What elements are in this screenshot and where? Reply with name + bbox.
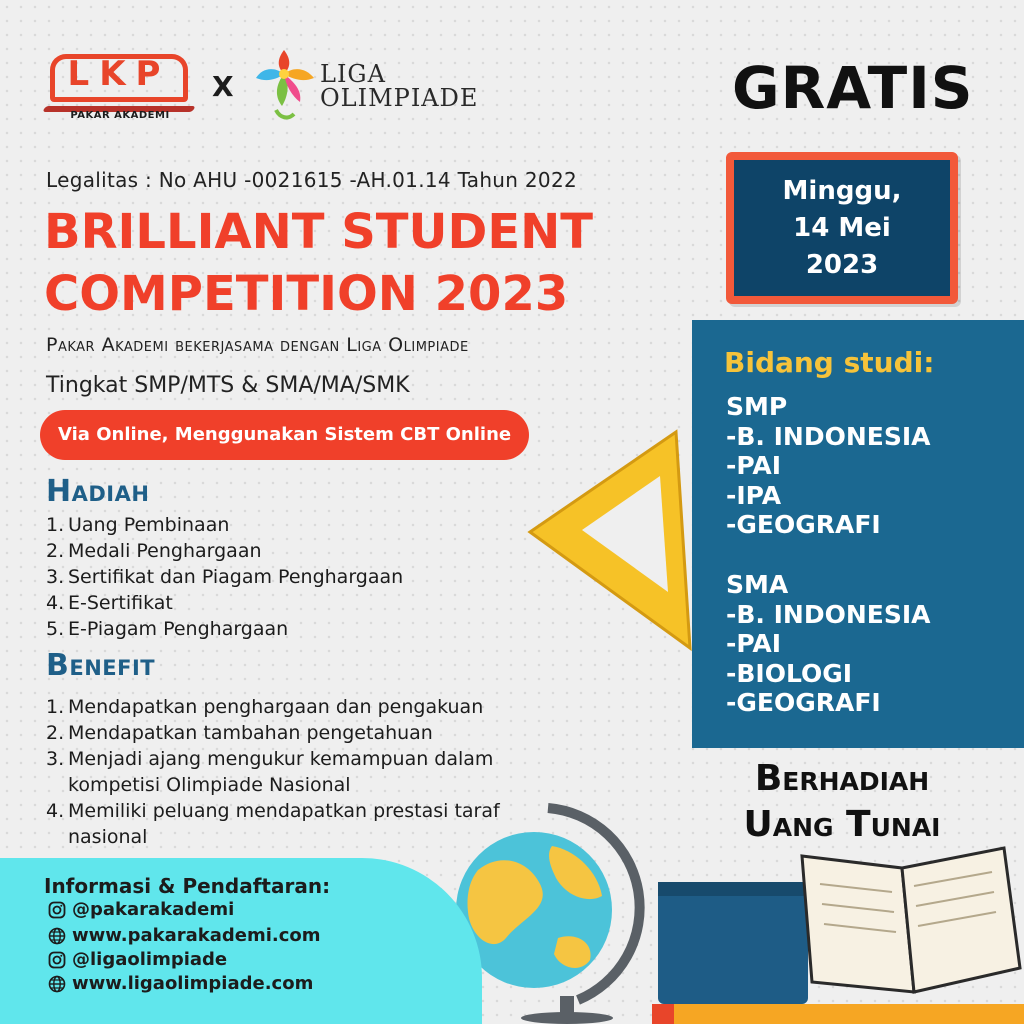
subject-item: -GEOGRAFI (726, 510, 881, 540)
cash-prize-line2: Uang Tunai (743, 804, 941, 845)
cash-prize-banner (704, 756, 980, 848)
liga-wordmark-line2: OLIMPIADE (320, 84, 479, 112)
open-book-left-page (802, 856, 914, 992)
liga-wordmark-line1: LIGA (320, 60, 386, 88)
subject-item: -IPA (726, 480, 782, 510)
list-item (46, 512, 403, 538)
list-item (46, 616, 403, 642)
list-item-text: Mendapatkan tambahan pengetahuan (68, 722, 433, 744)
list-item-text: Medali Penghargaan (68, 540, 262, 562)
list-item-text: Uang Pembinaan (68, 514, 230, 536)
event-title-line2: COMPETITION 2023 (44, 266, 569, 322)
pencil-eraser (652, 1004, 674, 1024)
legal-registration-text: Legalitas : No AHU -0021615 -AH.01.14 Tahun 2022 (46, 168, 578, 192)
list-item-text: Sertifikat dan Piagam Penghargaan (68, 566, 404, 588)
contact-instagram-pakarakademi[interactable] (48, 899, 234, 920)
books-illustration (652, 842, 1024, 1024)
set-square-illustration (526, 412, 696, 652)
open-book-right-page (902, 848, 1020, 992)
lkp-logo-letters: LKP (67, 54, 171, 94)
subject-item: -PAI (726, 451, 782, 481)
list-item-number: 2. (46, 722, 65, 744)
list-item-number: 4. (46, 800, 65, 822)
instagram-icon (48, 951, 66, 969)
blue-book-edge (658, 882, 808, 896)
contact-text: @pakarakademi (72, 899, 235, 920)
lkp-logo-subtitle: PAKAR AKADEMI (70, 110, 170, 121)
contact-instagram-ligaolimpiade[interactable] (48, 949, 227, 970)
liga-olimpiade-logo (248, 44, 498, 126)
smp-label: SMP (726, 392, 788, 421)
online-mode-badge: Via Online, Menggunakan Sistem CBT Online (40, 410, 529, 460)
subject-item: -PAI (726, 629, 782, 659)
event-date-daymonth: 14 Mei (793, 212, 891, 243)
sma-label: SMA (726, 570, 789, 599)
list-item (46, 590, 403, 616)
list-item-number: 1. (46, 696, 65, 718)
contact-text: www.ligaolimpiade.com (72, 973, 314, 994)
cash-prize-line1: Berhadiah (754, 758, 930, 799)
lkp-logo (44, 52, 196, 124)
list-item (46, 564, 403, 590)
instagram-icon (48, 901, 66, 919)
list-item-text: E-Piagam Penghargaan (68, 618, 289, 640)
liga-olimpiade-emblem-icon (248, 44, 322, 126)
subject-item: -GEOGRAFI (726, 688, 881, 718)
list-item-text: Menjadi ajang mengukur kemampuan dalam kompetisi Olimpiade Nasional (68, 748, 494, 796)
list-item-number: 5. (46, 618, 65, 640)
prizes-heading: Hadiah (46, 474, 150, 509)
list-item (46, 720, 566, 746)
contact-website-pakarakademi[interactable] (48, 925, 321, 946)
contact-website-ligaolimpiade[interactable] (48, 973, 313, 994)
list-item-number: 3. (46, 566, 65, 588)
sma-subjects-list (726, 570, 931, 718)
registration-info-heading: Informasi & Pendaftaran: (44, 874, 331, 898)
prizes-list (46, 512, 403, 642)
subject-item: -BIOLOGI (726, 658, 853, 688)
list-item-number: 3. (46, 748, 65, 770)
globe-stand-base (521, 1012, 613, 1024)
liga-olimpiade-wordmark (320, 62, 478, 110)
event-date-year: 2023 (805, 249, 879, 280)
contact-text: @ligaolimpiade (72, 949, 228, 970)
list-item-text: E-Sertifikat (68, 592, 173, 614)
globe-icon (48, 927, 66, 945)
study-fields-heading: Bidang studi: (724, 346, 935, 379)
list-item (46, 694, 566, 720)
list-item-text: Mendapatkan penghargaan dan pengakuan (68, 696, 484, 718)
education-level-text: Tingkat SMP/MTS & SMA/MA/SMK (46, 373, 410, 398)
collaboration-symbol: X (212, 70, 234, 103)
list-item-text: Memiliki peluang mendapatkan prestasi taraf nasional (68, 800, 500, 848)
list-item-number: 1. (46, 514, 65, 536)
event-date-day: Minggu, (782, 175, 902, 206)
study-fields-panel (692, 320, 1024, 748)
contact-text: www.pakarakademi.com (72, 925, 321, 946)
blue-book (658, 882, 808, 1004)
benefits-heading: Benefit (46, 648, 156, 683)
subject-item: -B. INDONESIA (726, 599, 931, 629)
partnership-text: Pakar Akademi bekerjasama dengan Liga Olimpiade (46, 334, 469, 356)
event-date-board (726, 152, 958, 304)
smp-subjects-list (726, 392, 931, 540)
subject-item: -B. INDONESIA (726, 421, 931, 451)
globe-icon (48, 975, 66, 993)
event-title-line1: BRILLIANT STUDENT (44, 204, 594, 260)
list-item-number: 2. (46, 540, 65, 562)
list-item-number: 4. (46, 592, 65, 614)
pencil-body (652, 1004, 1024, 1024)
list-item (46, 538, 403, 564)
free-label: GRATIS (732, 54, 974, 122)
list-item (46, 746, 566, 798)
